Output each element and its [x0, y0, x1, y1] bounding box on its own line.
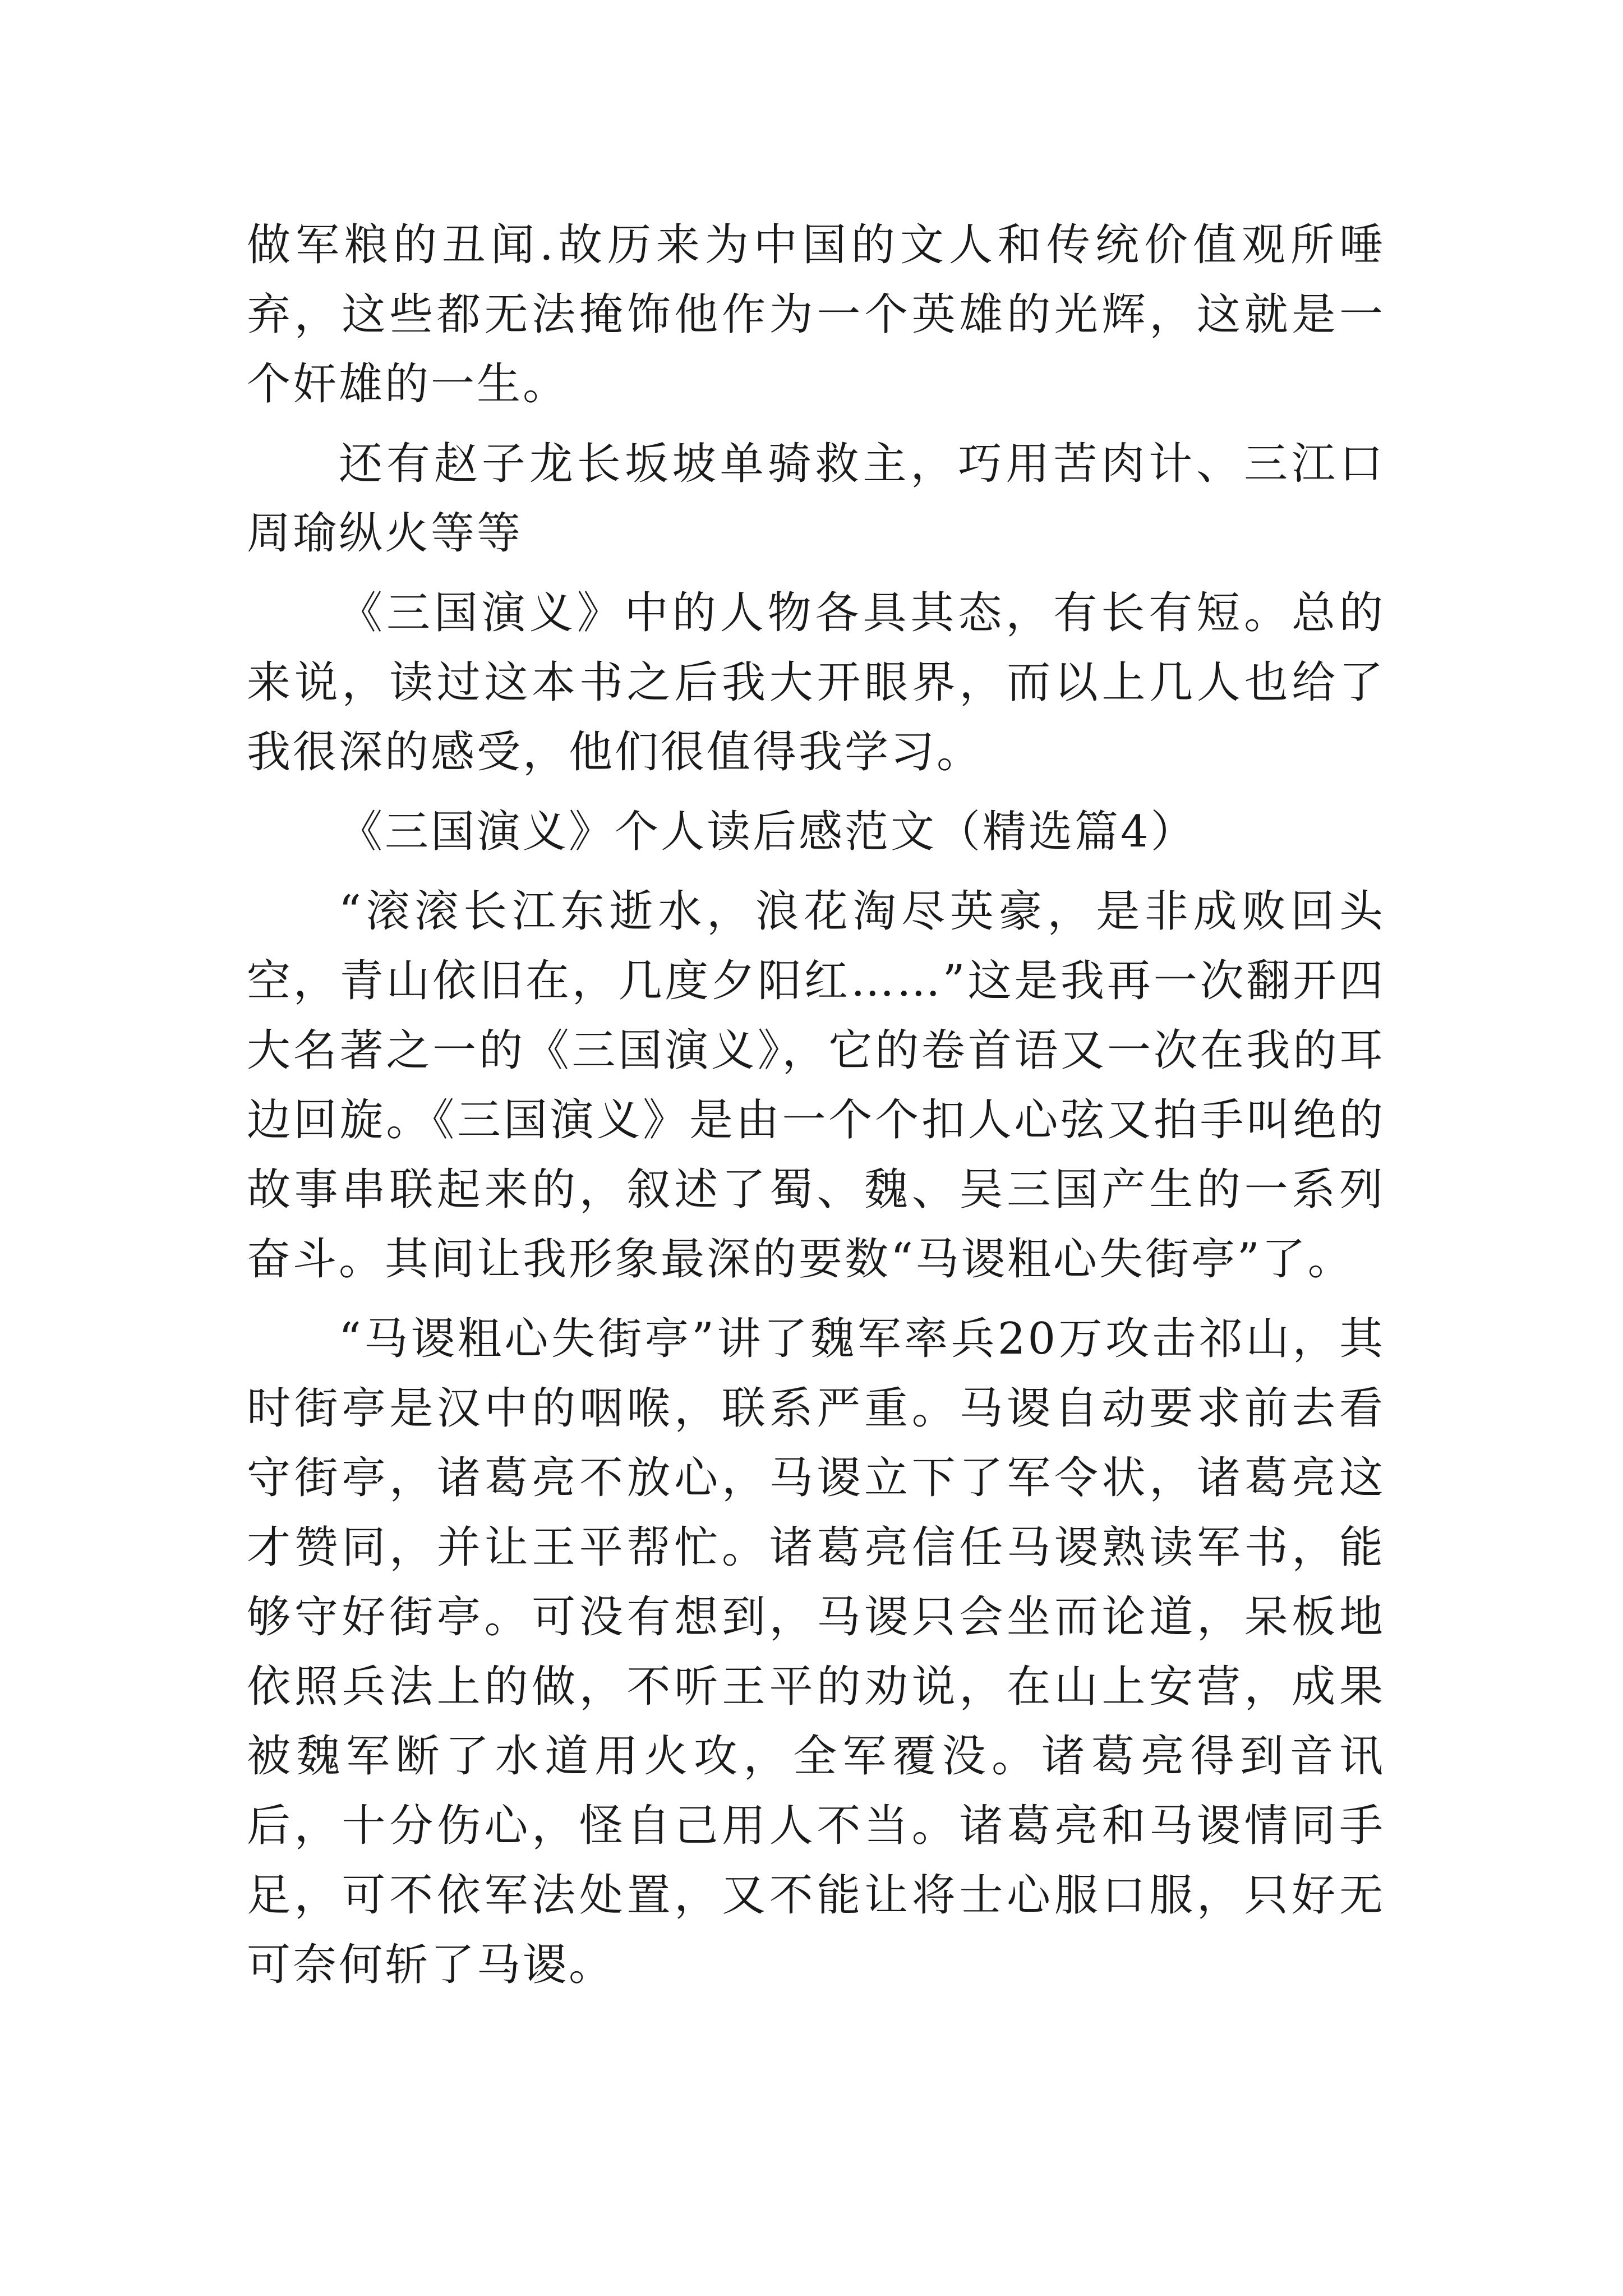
document-body — [247, 210, 1385, 2000]
paragraph-cao-cao-conclusion: 做军粮的丑闻.故历来为中国的文人和传统价值观所唾弃，这些都无法掩饰他作为一个英雄的光辉，这就是一个奸雄的一生。 — [247, 220, 1385, 409]
section-heading: 《三国演义》个人读后感范文（精选篇4） — [339, 807, 1197, 857]
paragraph-jieting-story: “马谡粗心失街亭”讲了魏军率兵20万攻击祁山，其时街亭是汉中的咽喉，联系严重。马谡自动要求前去看守街亭，诸葛亮不放心，马谡立下了军令状，诸葛亮这才赞同，并让王平帮忙。诸葛亮信任马谡熟读军书，能够守好街亭。可没有想到，马谡只会坐而论道，呆板地依照兵法上的做，不听王平的劝说，在山上安营，成果被魏军断了水道用火攻，全军覆没。诸葛亮得到音讯后，十分伤心，怪自己用人不当。诸葛亮和马谡情同手足，可不依军法处置，又不能让将士心服口服，只好无可奈何斩了马谡。 — [247, 1314, 1385, 1990]
paragraph-zhao-zilong: 还有赵子龙长坂坡单骑救主，巧用苦肉计、三江口周瑜纵火等等 — [247, 439, 1385, 559]
paragraph-summary: 《三国演义》中的人物各具其态，有长有短。总的来说，读过这本书之后我大开眼界，而以上几人也给了我很深的感受，他们很值得我学习。 — [247, 588, 1385, 777]
paragraph-opening-poem: “滚滚长江东逝水，浪花淘尽英豪，是非成败回头空，青山依旧在，几度夕阳红……”这是我再一次翻开四大名著之一的《三国演义》，它的卷首语又一次在我的耳边回旋。《三国演义》是由一个个扣人心弦又拍手叫绝的故事串联起来的，叙述了蜀、魏、吴三国产生的一系列奋斗。其间让我形象最深的要数“马谡粗心失街亭”了。 — [247, 886, 1385, 1285]
